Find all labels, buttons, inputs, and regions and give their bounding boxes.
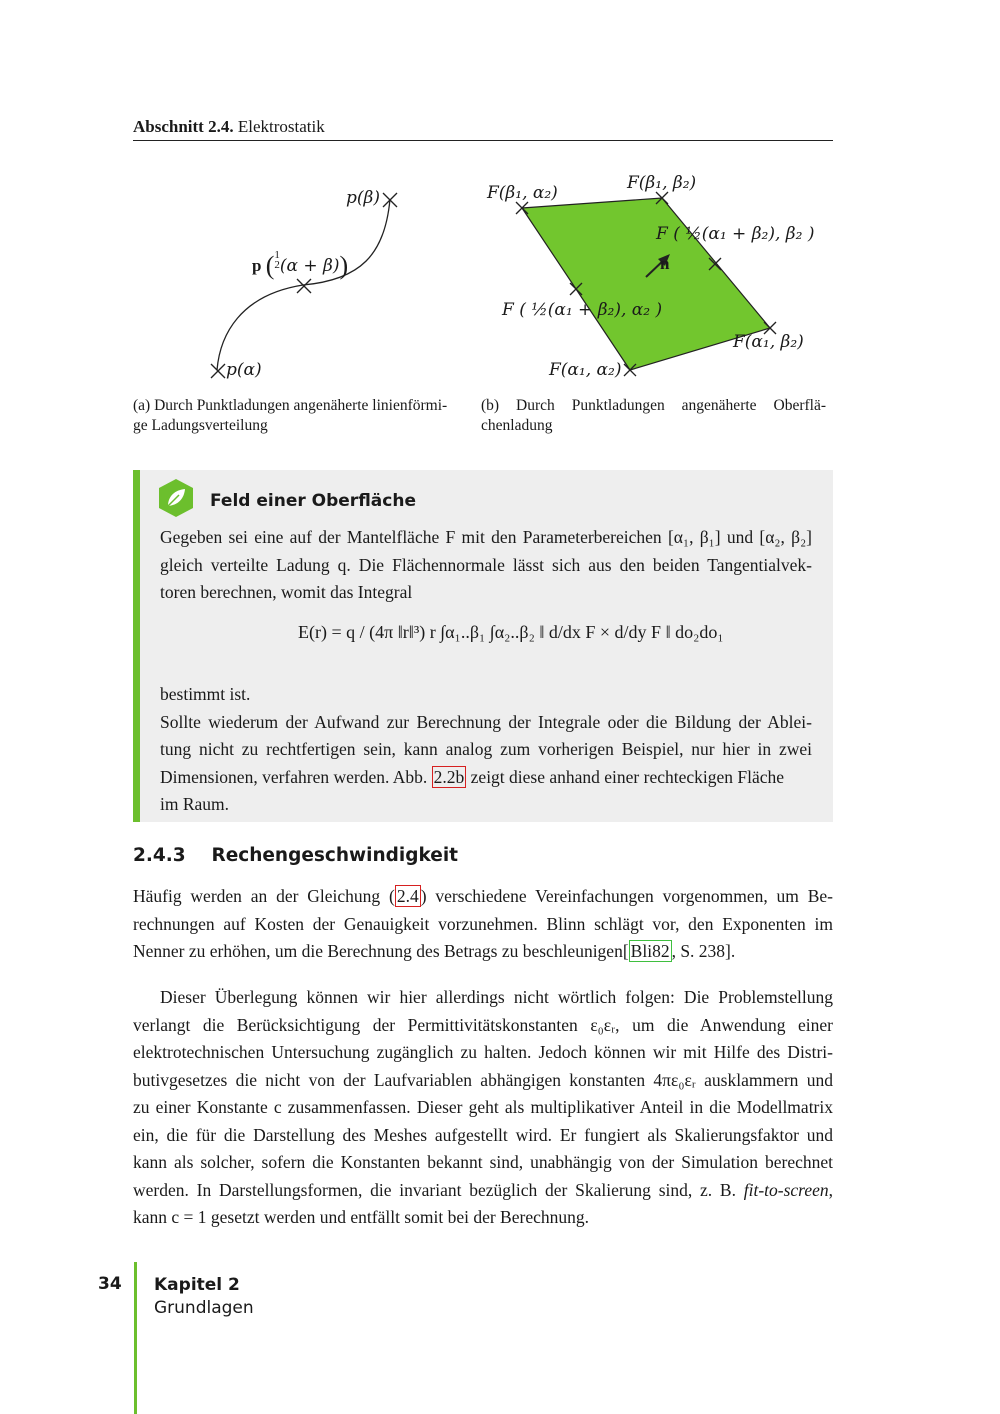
citation-bli82[interactable]: Bli82 [630, 941, 670, 961]
label-normal-n: n [660, 254, 670, 273]
caption-b: (b) Durch Punktladungen angenäherte Oberflä- chenladung [481, 397, 826, 434]
box-title: Feld einer Oberfläche [210, 491, 416, 511]
body-paragraph-1: Häufig werden an der Gleichung ( 2.4 ) verschiedene Vereinfachungen vorgenommen, um Be- rechnungen auf Kosten der Genauigkeit vorzunehmen. Blinn schlägt vor, den Exponenten im Nenner zu erhöhen, um die Berechnung des Betrags zu beschleunigen[ Bli82 , S. 238]. [133, 886, 833, 961]
ref-figure-2-2b[interactable]: 2.2b [433, 766, 465, 787]
box-intro: Gegeben sei eine auf der Mantelfläche F mit den Parameterbereichen [α₁, β₁] und [α₂, β₂] gleich verteilte Ladung q. Die Flächennormale lässt sich aus den beiden Tangentialvek- toren berechnen, womit das Integral [160, 527, 812, 602]
ref-equation-2-4[interactable]: 2.4 [396, 886, 419, 906]
section-heading: 2.4.3 Rechengeschwindigkeit [133, 845, 459, 866]
header-section-name: Elektrostatik [237, 117, 325, 136]
label-f-a1-a2: F(α₁, α₂) [549, 360, 622, 380]
integral-equation: E(r) = q / (4π ‖r‖³) r ∫α₁..β₁ ∫α₂..β₂ ‖ d/dx F × d/dy F ‖ do₂do₁ [298, 622, 724, 642]
label-p-half: p (1 2(α + β)) [252, 249, 349, 280]
footer-accent-bar [134, 1262, 137, 1414]
label-p-beta: p(β) [346, 188, 380, 208]
running-header [133, 117, 325, 137]
leaf-icon [157, 478, 195, 518]
figure-b-surface [480, 170, 840, 390]
footer-chapter: Kapitel 2 Grundlagen [154, 1275, 254, 1318]
label-f-a1-b2: F(α₁, β₂) [733, 332, 804, 352]
label-f-b1-b2: F(β₁, β₂) [627, 173, 697, 193]
page-number: 34 [98, 1274, 122, 1294]
header-section-number: Abschnitt 2.4. [133, 117, 234, 136]
caption-a: (a) Durch Punktladungen angenäherte linienförmi- ge Ladungsverteilung [133, 397, 448, 434]
label-f-half-right: F ( ½(α₁ + β₂), β₂ ) [656, 224, 815, 244]
body-paragraph-2: Dieser Überlegung können wir hier allerdings nicht wörtlich folgen: Die Problemstellung verlangt die Berücksichtigung der Permittivitätskonstanten ε₀εᵣ, um die Anwendung einer elektrotechnischen Untersuchung zugänglich zu halten. Jedoch können wir mit Hilfe des Distri- butivgesetzes die nicht von der Laufvariablen abhängigen konstanten 4πε₀εᵣ ausklammern und zu einer Konstante c zusammenfassen. Dieser geht als multiplikativer Anteil in die Modellmatrix ein, die für die Darstellung des Meshes aufgestellt wird. Er fungiert als Skalierungsfaktor und kann als solcher, sofern die Konstanten bekannt sind, unabhängig von der Simulation berechnet werden. In Darstellungsformen, die invariant bezüglich der Skalierung sind, z. B. fit-to-screen, kann c = 1 gesetzt werden und entfällt somit bei der Berechnung. [133, 987, 833, 1227]
header-rule [133, 140, 833, 141]
box-para2: bestimmt ist. Sollte wiederum der Aufwand zur Berechnung der Integrale oder die Bildung der Ablei- tung nicht zu rechtfertigen sein, kann analog zum vorherigen Beispiel, nur hier in zwei Dimensionen, verfahren werden. Abb. 2.2b zeigt diese anhand einer rechteckigen Fläche im Raum. [160, 684, 812, 814]
label-p-alpha: p(α) [226, 360, 262, 380]
label-f-b1-a2: F(β₁, α₂) [487, 183, 558, 203]
label-f-half-left: F ( ½(α₁ + β₂), α₂ ) [502, 300, 663, 320]
